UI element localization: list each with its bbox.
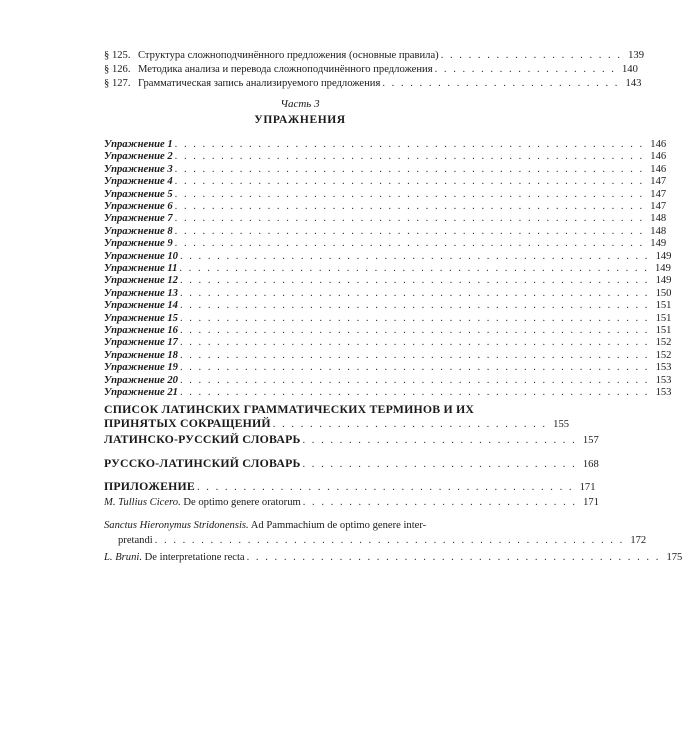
- exercise-row[interactable]: [104, 237, 667, 250]
- page-number: 151: [655, 312, 672, 324]
- exercise-title: Упражнение 5: [104, 188, 173, 200]
- page-number: 147: [650, 176, 667, 188]
- exercise-row[interactable]: [104, 336, 672, 349]
- exercise-row[interactable]: [104, 274, 672, 287]
- part-title: УПРАЖНЕНИЯ: [254, 114, 346, 126]
- exercise-title: Упражнение 14: [104, 300, 178, 312]
- page-number: 147: [650, 201, 667, 212]
- toc-section-125[interactable]: [104, 49, 644, 62]
- cicero-entry: [104, 495, 301, 510]
- exercise-row[interactable]: [104, 212, 667, 225]
- part-label: Часть 3: [280, 98, 320, 110]
- leader-dots: . . . . . . . . . . . . . . . . . . . . . . . . . . . . . . . . . . . . . . . . .: [196, 482, 574, 493]
- section-title: Методика анализа и перевода сложноподчинённого предложения: [138, 64, 433, 75]
- page-number: 151: [655, 300, 672, 312]
- toc-cicero[interactable]: [104, 495, 600, 510]
- leader-dots: . . . . . . . . . . . . . . . . . . . . . . . . . . . . . . . . . . . . . . . . . . . . . . . . . . .: [174, 176, 645, 188]
- exercise-title: Упражнение 9: [104, 238, 173, 250]
- page-number: 150: [655, 287, 672, 299]
- page-number: 171: [583, 497, 600, 508]
- leader-dots: . . . . . . . . . . . . . . . . . . . . . . . . . . . . . . . . . . . . . . . . . . . . . . . . . . .: [179, 337, 650, 349]
- exercise-row[interactable]: [104, 374, 672, 387]
- page-number: 153: [655, 387, 672, 398]
- page-number: 149: [650, 238, 667, 250]
- page-number: 153: [655, 374, 672, 386]
- exercise-row[interactable]: [104, 299, 672, 312]
- page-number: 175: [666, 552, 682, 563]
- leader-dots: . . . . . . . . . . . . . . . . . . . . . . . . . . . . . . . . . . . . . . . . . . . . . . . . . . .: [174, 188, 645, 200]
- leader-dots: . . . . . . . . . . . . . . . . . . . . . . . . . . . . . .: [302, 497, 578, 508]
- exercise-row[interactable]: [104, 150, 667, 163]
- toc-russian-latin[interactable]: [104, 456, 599, 472]
- page-number: 146: [650, 151, 667, 163]
- exercise-title: Упражнение 19: [104, 362, 178, 374]
- bruni-author: L. Bruni.: [104, 552, 142, 563]
- leader-dots: . . . . . . . . . . . . . . . . . . . . . . . . . . . . . . . . . . . . . . . . . . . . . . . . . . .: [174, 225, 645, 237]
- leader-dots: . . . . . . . . . . . . . . . . . . . . . . . . . . . . . . . . . . . . . . . . . . . . . . . . . . .: [179, 374, 650, 386]
- jerome-title-line2: pretandi: [118, 535, 153, 546]
- section-number: § 126.: [104, 64, 131, 75]
- appendix-title: ПРИЛОЖЕНИЕ: [104, 479, 195, 493]
- leader-dots: . . . . . . . . . . . . . . . . . . . . . . . . . . . . . . . . . . . . . . . . . . . . . . . . . . .: [179, 349, 650, 361]
- exercise-row[interactable]: [104, 225, 667, 238]
- jerome-entry-line1: [104, 518, 506, 533]
- section-number: § 127.: [104, 78, 131, 89]
- exercise-title: Упражнение 21: [104, 387, 178, 398]
- exercise-title: Упражнение 15: [104, 312, 178, 324]
- exercise-row[interactable]: [104, 200, 667, 213]
- toc-terms-list[interactable]: [104, 402, 570, 432]
- toc-appendix[interactable]: [104, 479, 596, 495]
- page-number: 153: [655, 362, 672, 374]
- page-number: 148: [650, 225, 667, 237]
- page-number: 155: [553, 419, 570, 430]
- leader-dots: . . . . . . . . . . . . . . . . . . . . . . . . . . . . . . . . . . . . . . . . . . . . . . . . . . .: [179, 250, 650, 262]
- cicero-title: De optimo genere oratorum: [183, 497, 301, 508]
- exercise-title: Упражнение 6: [104, 201, 173, 212]
- exercise-row[interactable]: [104, 324, 672, 337]
- page-number: 146: [650, 139, 667, 150]
- leader-dots: . . . . . . . . . . . . . . . . . . . . . . . . . . . . . . . . . . . . . . . . . . . . . . . . . . .: [174, 163, 645, 175]
- leader-dots: . . . . . . . . . . . . . . . . . . . . . . . . . . . . . . . . . . . . . . . . . . . . . . . . . . .: [174, 201, 645, 212]
- bruni-title: De interpretatione recta: [144, 552, 245, 563]
- exercise-title: Упражнение 10: [104, 250, 178, 262]
- leader-dots: . . . . . . . . . . . . . . . . . . . . . . . . . . . . . . . . . . . . . . . . . . . . . . . . . . .: [179, 325, 650, 336]
- exercise-row[interactable]: [104, 287, 672, 300]
- exercise-title: Упражнение 16: [104, 325, 178, 336]
- leader-dots: . . . . . . . . . . . . . . . . . . . . . . . . . . . . . . . . . . . . . . . . . . . . . . . . . . .: [179, 263, 649, 274]
- exercise-title: Упражнение 13: [104, 287, 178, 299]
- leader-dots: . . . . . . . . . . . . . . . . . . . . . . . . . . . . . .: [302, 435, 577, 446]
- exercise-title: Упражнение 4: [104, 176, 173, 188]
- leader-dots: . . . . . . . . . . . . . . . . . . . . . . . . . . . . . . . . . . . . . . . . . . . . . . . . . . .: [154, 535, 625, 546]
- toc-jerome[interactable]: [104, 518, 647, 548]
- exercise-row[interactable]: [104, 361, 672, 374]
- leader-dots: . . . . . . . . . . . . . . . . . . . . . . . . . . . . . . . . . . . . . . . . . . . . . . . . . . .: [179, 287, 650, 299]
- russian-latin-title: РУССКО-ЛАТИНСКИЙ СЛОВАРЬ: [104, 456, 301, 470]
- exercise-row[interactable]: [104, 138, 667, 151]
- leader-dots: . . . . . . . . . . . . . . . . . . . . . . . . . . . . . . . . . . . . . . . . . . . . . . . . . . .: [179, 362, 650, 374]
- page-number: 147: [650, 188, 667, 200]
- exercise-row[interactable]: [104, 349, 672, 362]
- leader-dots: . . . . . . . . . . . . . . . . . . . .: [440, 50, 622, 61]
- exercise-row[interactable]: [104, 250, 672, 263]
- exercise-title: Упражнение 8: [104, 225, 173, 237]
- page-number: 148: [650, 213, 667, 225]
- jerome-title-line1: Ad Pammachium de optimo genere inter-: [250, 520, 427, 531]
- toc-latin-russian[interactable]: [104, 432, 599, 448]
- cicero-author: M. Tullius Cicero.: [104, 497, 181, 508]
- page-number: 143: [625, 78, 642, 89]
- page-number: 172: [630, 535, 647, 546]
- toc-section-126[interactable]: [104, 63, 638, 76]
- leader-dots: . . . . . . . . . . . . . . . . . . . . . . . . . . . . . . . . . . . . . . . . . . . . .: [246, 552, 661, 563]
- terms-title-line1: СПИСОК ЛАТИНСКИХ ГРАММАТИЧЕСКИХ ТЕРМИНОВ И ИХ: [104, 402, 475, 416]
- page-number: 168: [582, 459, 599, 470]
- leader-dots: . . . . . . . . . . . . . . . . . . . . . . . . . . . . . . . . . . . . . . . . . . . . . . . . . . .: [174, 213, 645, 225]
- latin-russian-title: ЛАТИНСКО-РУССКИЙ СЛОВАРЬ: [104, 432, 301, 446]
- terms-title-line2: ПРИНЯТЫХ СОКРАЩЕНИЙ: [104, 416, 271, 430]
- page-number: 139: [628, 50, 644, 61]
- section-number: § 125.: [104, 50, 131, 61]
- page-number: 146: [650, 163, 667, 175]
- page-number: 149: [654, 263, 671, 274]
- exercise-title: Упражнение 20: [104, 374, 178, 386]
- page-number: 140: [622, 64, 638, 75]
- page-number: 149: [655, 275, 672, 287]
- page-number: 152: [655, 337, 672, 349]
- toc-bruni[interactable]: [104, 550, 682, 565]
- exercise-title: Упражнение 1: [104, 139, 173, 150]
- page-number: 152: [655, 349, 672, 361]
- page-number: 157: [582, 435, 599, 446]
- section-title: Структура сложноподчинённого предложения (основные правила): [138, 50, 439, 61]
- leader-dots: . . . . . . . . . . . . . . . . . . . .: [434, 64, 616, 75]
- exercise-row[interactable]: [104, 312, 672, 325]
- exercise-title: Упражнение 11: [104, 263, 178, 274]
- leader-dots: . . . . . . . . . . . . . . . . . . . . . . . . . . . . . . . . . . . . . . . . . . . . . . . . . . .: [179, 300, 650, 312]
- page-number: 149: [655, 250, 672, 262]
- exercise-row[interactable]: [104, 163, 667, 176]
- exercise-title: Упражнение 17: [104, 337, 178, 349]
- page-number: 151: [655, 325, 672, 336]
- leader-dots: . . . . . . . . . . . . . . . . . . . . . . . . . . . . . . . . . . . . . . . . . . . . . . . . . . .: [179, 312, 650, 324]
- leader-dots: . . . . . . . . . . . . . . . . . . . . . . . . . . . . . . . . . . . . . . . . . . . . . . . . . . .: [174, 151, 645, 163]
- leader-dots: . . . . . . . . . . . . . . . . . . . . . . . . . . . . . . . . . . . . . . . . . . . . . . . . . . .: [174, 139, 645, 150]
- leader-dots: . . . . . . . . . . . . . . . . . . . . . . . . . . . . . . . . . . . . . . . . . . . . . . . . . . .: [179, 387, 650, 398]
- bruni-entry: [104, 550, 245, 565]
- exercise-row[interactable]: [104, 386, 672, 399]
- page-number: 171: [579, 482, 596, 493]
- leader-dots: . . . . . . . . . . . . . . . . . . . . . . . . . . . . . .: [302, 459, 577, 470]
- exercise-title: Упражнение 12: [104, 275, 178, 287]
- leader-dots: . . . . . . . . . . . . . . . . . . . . . . . . . . . . . . . . . . . . . . . . . . . . . . . . . . .: [179, 275, 650, 287]
- exercise-title: Упражнение 3: [104, 163, 173, 175]
- exercise-row[interactable]: [104, 262, 671, 275]
- section-title: Грамматическая запись анализируемого предложения: [138, 78, 381, 89]
- exercise-title: Упражнение 2: [104, 151, 173, 163]
- leader-dots: . . . . . . . . . . . . . . . . . . . . . . . . . . . . . . . . . . . . . . . . . . . . . . . . . . .: [174, 238, 645, 250]
- exercise-row[interactable]: [104, 175, 667, 188]
- exercise-title: Упражнение 7: [104, 213, 173, 225]
- exercise-row[interactable]: [104, 188, 667, 201]
- exercise-title: Упражнение 18: [104, 349, 178, 361]
- leader-dots: . . . . . . . . . . . . . . . . . . . . . . . . . .: [382, 78, 620, 89]
- jerome-author: Sanctus Hieronymus Stridonensis.: [104, 520, 249, 531]
- leader-dots: . . . . . . . . . . . . . . . . . . . . . . . . . . . . . .: [272, 419, 548, 430]
- toc-section-127[interactable]: [104, 77, 642, 90]
